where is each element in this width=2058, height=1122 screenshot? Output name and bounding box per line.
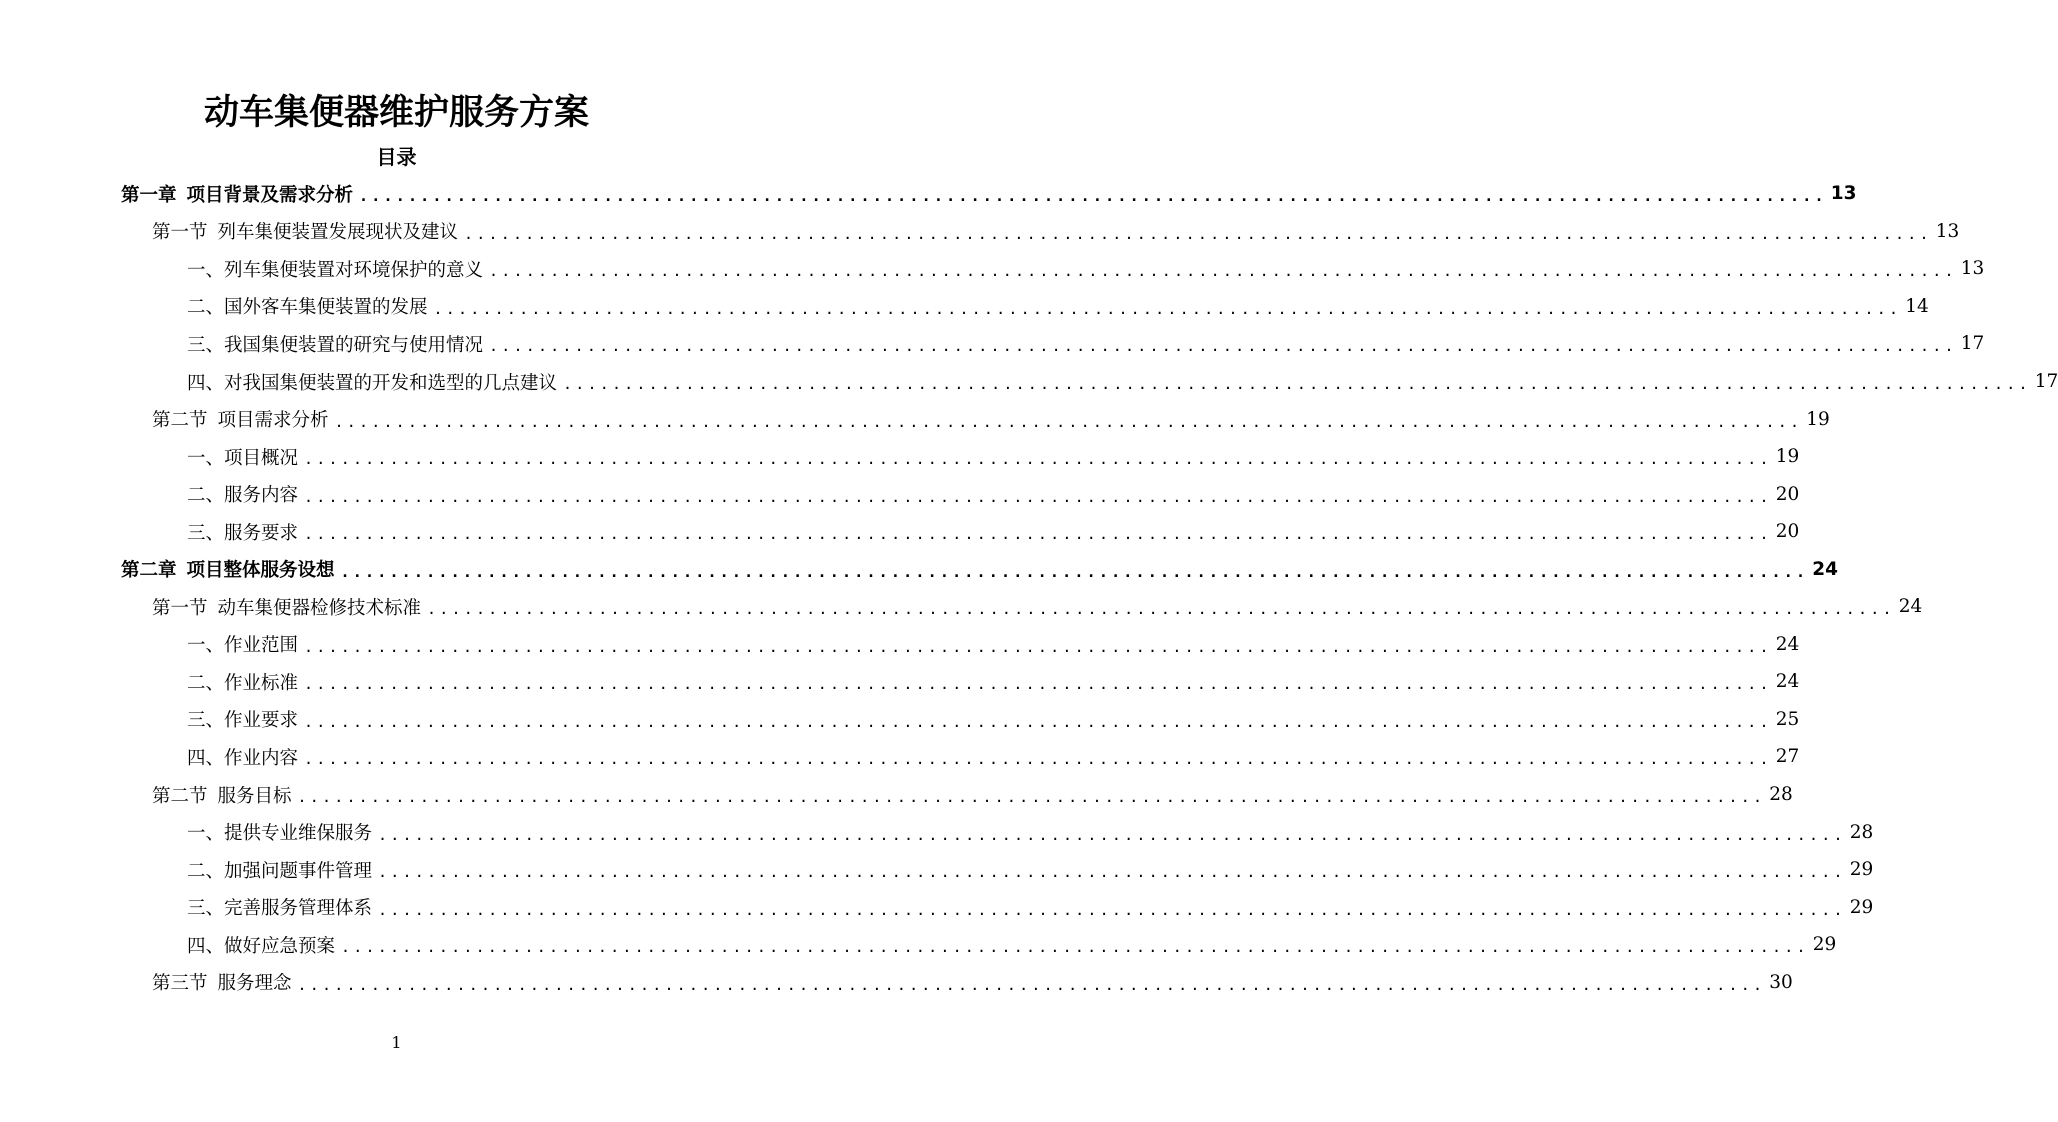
toc-entry-title: 项目概况 <box>224 447 299 469</box>
toc-dot-leader: ........................................................................................................................ <box>341 938 1809 957</box>
toc-entry-section[interactable] <box>0 776 1793 814</box>
toc-entry-subsection[interactable] <box>0 325 1985 363</box>
toc-dot-leader: ........................................................................................................................ <box>297 788 1766 807</box>
toc-entry-page: 24 <box>1775 671 1800 693</box>
toc-entry-prefix: 四、 <box>187 935 225 957</box>
toc-entry-prefix: 三、 <box>187 334 225 356</box>
toc-entry-subsection[interactable] <box>0 851 1874 889</box>
toc-entry-subsection[interactable] <box>0 513 1800 551</box>
toc-entry-title: 我国集便装置的研究与使用情况 <box>224 334 484 356</box>
toc-entry-section[interactable] <box>0 963 1793 1001</box>
toc-entry-page: 19 <box>1806 408 1830 430</box>
toc-entry-prefix: 第一节 <box>152 222 208 244</box>
toc-entry-page: 28 <box>1769 784 1793 806</box>
toc-dot-leader: ........................................................................................................................ <box>304 450 1772 469</box>
toc-entry-prefix: 第一章 <box>121 184 177 206</box>
toc-entry-page: 19 <box>1775 446 1800 468</box>
toc-dot-leader: ........................................................................................................................ <box>334 412 1803 431</box>
toc-entry-page: 25 <box>1775 708 1800 730</box>
toc-dot-leader: ........................................................................................................................ <box>304 675 1772 694</box>
toc-entry-prefix: 一、 <box>187 635 225 657</box>
toc-entry-subsection[interactable] <box>0 888 1874 926</box>
toc-entry-title: 服务内容 <box>224 485 299 507</box>
toc-entry-page: 20 <box>1775 483 1800 505</box>
toc-heading: 目录 <box>376 145 417 169</box>
toc-entry-section[interactable] <box>0 588 1923 626</box>
toc-entry-title: 提供专业维保服务 <box>224 823 373 845</box>
table-of-contents <box>0 175 2058 1001</box>
toc-entry-chapter[interactable] <box>0 550 1838 588</box>
toc-entry-prefix: 一、 <box>187 447 225 469</box>
toc-entry-page: 24 <box>1775 633 1800 655</box>
toc-dot-leader: ........................................................................................................................ <box>340 562 1809 581</box>
toc-entry-title: 服务理念 <box>217 973 292 995</box>
toc-entry-title: 列车集便装置对环境保护的意义 <box>224 259 484 281</box>
toc-entry-title: 作业要求 <box>224 710 299 732</box>
toc-entry-prefix: 第二节 <box>152 785 208 807</box>
toc-entry-subsection[interactable] <box>0 475 1800 513</box>
toc-entry-title: 做好应急预案 <box>224 935 336 957</box>
toc-dot-leader: ........................................................................................................................ <box>304 525 1772 544</box>
toc-entry-page: 28 <box>1849 821 1874 843</box>
toc-entry-title: 国外客车集便装置的发展 <box>224 297 428 319</box>
toc-entry-section[interactable] <box>0 400 1830 438</box>
toc-entry-subsection[interactable] <box>0 701 1800 739</box>
toc-entry-title: 完善服务管理体系 <box>224 898 373 920</box>
page-number: 1 <box>391 1033 402 1052</box>
toc-dot-leader: ........................................................................................................................ <box>304 637 1772 656</box>
toc-entry-subsection[interactable] <box>0 626 1800 664</box>
toc-dot-leader: ........................................................................................................................ <box>464 224 1932 243</box>
toc-entry-prefix: 第一节 <box>152 597 208 619</box>
toc-entry-page: 29 <box>1849 896 1874 918</box>
toc-entry-title: 服务要求 <box>224 522 299 544</box>
toc-entry-title: 作业范围 <box>224 635 299 657</box>
toc-entry-title: 项目需求分析 <box>217 410 329 432</box>
toc-entry-page: 13 <box>1960 258 1985 280</box>
toc-dot-leader: ........................................................................................................................ <box>359 187 1827 206</box>
toc-dot-leader: ........................................................................................................................ <box>433 299 1902 318</box>
toc-entry-prefix: 二、 <box>187 672 225 694</box>
toc-entry-prefix: 二、 <box>187 860 225 882</box>
toc-entry-prefix: 三、 <box>187 522 225 544</box>
toc-entry-prefix: 三、 <box>187 710 225 732</box>
toc-entry-page: 29 <box>1849 859 1874 881</box>
toc-entry-subsection[interactable] <box>0 363 2058 401</box>
document-title: 动车集便器维护服务方案 <box>203 93 589 133</box>
toc-entry-section[interactable] <box>0 213 1960 251</box>
toc-entry-title: 对我国集便装置的开发和选型的几点建议 <box>224 372 558 394</box>
toc-entry-prefix: 第二节 <box>152 410 208 432</box>
toc-entry-prefix: 第二章 <box>121 560 177 582</box>
toc-entry-subsection[interactable] <box>0 663 1800 701</box>
toc-dot-leader: ........................................................................................................................ <box>297 975 1766 994</box>
toc-dot-leader: ........................................................................................................................ <box>563 375 2031 393</box>
toc-entry-page: 27 <box>1775 746 1800 768</box>
toc-entry-page: 17 <box>1960 333 1985 355</box>
toc-entry-subsection[interactable] <box>0 438 1800 476</box>
toc-entry-page: 17 <box>2034 371 2058 392</box>
toc-entry-title: 加强问题事件管理 <box>224 860 373 882</box>
toc-dot-leader: ........................................................................................................................ <box>489 337 1957 356</box>
toc-entry-page: 13 <box>1830 183 1857 205</box>
toc-dot-leader: ........................................................................................................................ <box>427 600 1895 619</box>
toc-dot-leader: ........................................................................................................................ <box>378 863 1846 882</box>
toc-entry-subsection[interactable] <box>0 250 1985 288</box>
toc-entry-prefix: 一、 <box>187 823 225 845</box>
toc-entry-prefix: 第三节 <box>152 973 208 995</box>
toc-entry-prefix: 一、 <box>187 259 225 281</box>
toc-entry-subsection[interactable] <box>0 813 1874 851</box>
toc-entry-title: 列车集便装置发展现状及建议 <box>217 222 459 244</box>
toc-dot-leader: ........................................................................................................................ <box>304 712 1772 731</box>
toc-entry-subsection[interactable] <box>0 926 1837 964</box>
toc-entry-prefix: 二、 <box>187 297 225 319</box>
toc-entry-page: 24 <box>1898 596 1923 618</box>
toc-entry-title: 项目整体服务设想 <box>186 560 335 582</box>
toc-entry-subsection[interactable] <box>0 738 1800 776</box>
toc-entry-subsection[interactable] <box>0 288 1929 326</box>
toc-entry-page: 20 <box>1775 521 1800 543</box>
toc-dot-leader: ........................................................................................................................ <box>304 750 1772 769</box>
toc-entry-title: 作业标准 <box>224 672 299 694</box>
toc-entry-prefix: 三、 <box>187 898 225 920</box>
toc-entry-page: 29 <box>1812 934 1837 956</box>
toc-entry-prefix: 四、 <box>187 372 225 394</box>
toc-entry-chapter[interactable] <box>0 175 1857 213</box>
toc-dot-leader: ........................................................................................................................ <box>489 262 1957 281</box>
toc-entry-page: 13 <box>1935 220 1960 242</box>
toc-entry-prefix: 二、 <box>187 485 225 507</box>
toc-entry-title: 动车集便器检修技术标准 <box>217 597 422 619</box>
toc-entry-title: 项目背景及需求分析 <box>186 184 354 206</box>
toc-entry-title: 作业内容 <box>224 747 299 769</box>
toc-dot-leader: ........................................................................................................................ <box>378 900 1846 919</box>
toc-dot-leader: ........................................................................................................................ <box>304 487 1772 506</box>
toc-entry-page: 30 <box>1769 971 1793 993</box>
toc-dot-leader: ........................................................................................................................ <box>378 825 1846 844</box>
toc-entry-title: 服务目标 <box>217 785 292 807</box>
toc-entry-page: 14 <box>1905 295 1929 317</box>
toc-entry-prefix: 四、 <box>187 747 225 769</box>
toc-entry-page: 24 <box>1812 558 1838 580</box>
